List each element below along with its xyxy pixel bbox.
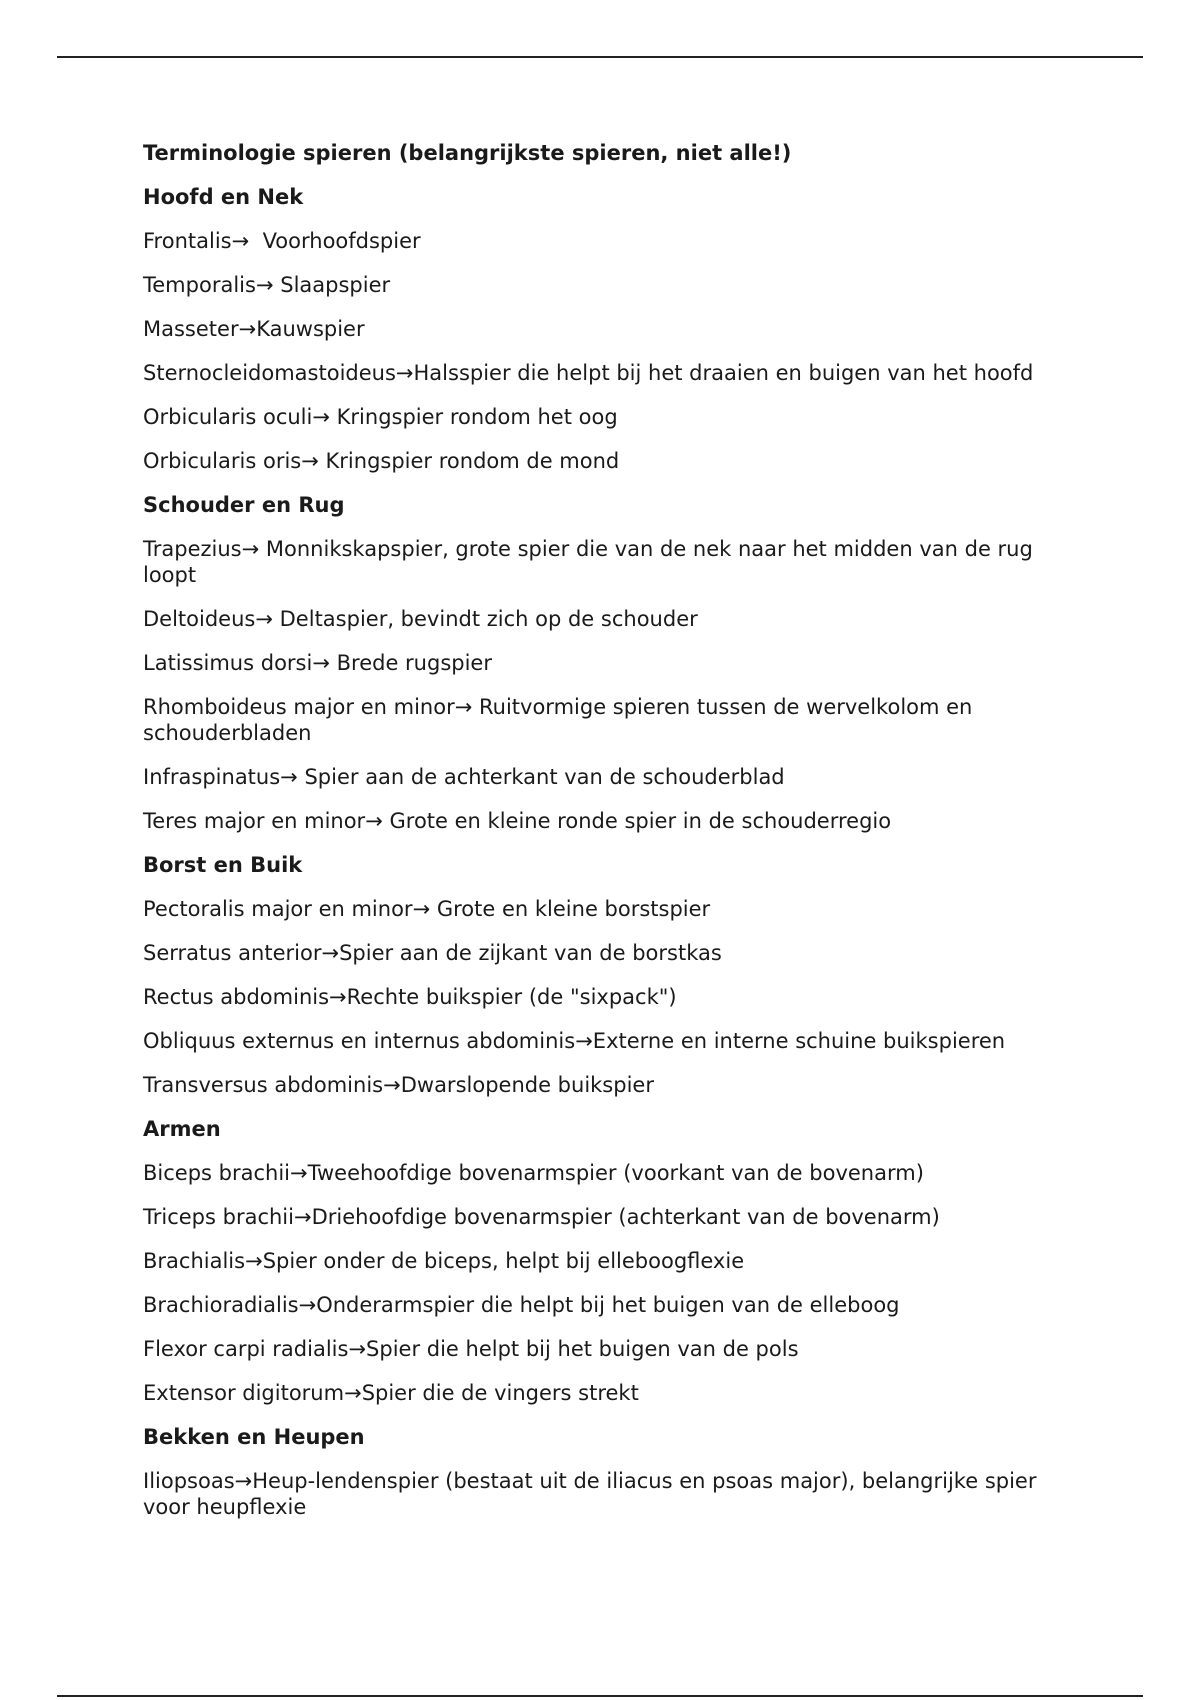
term-name: Iliopsoas: [143, 1469, 235, 1493]
arrow-icon: →: [298, 1293, 317, 1317]
term-name: Pectoralis major en minor: [143, 897, 413, 921]
term-description: Spier aan de zijkant van de borstkas: [339, 941, 722, 965]
term-name: Orbicularis oris: [143, 449, 302, 473]
term-entry: [143, 228, 1063, 254]
arrow-icon: →: [329, 985, 347, 1009]
term-name: Brachioradialis: [143, 1293, 299, 1317]
term-description: Deltaspier, bevindt zich op de schouder: [279, 607, 698, 631]
term-description: Monnikskapspier, grote spier die van de nek naar het midden van de rug loopt: [143, 537, 1033, 587]
term-entry: [143, 940, 1063, 966]
section-heading: Bekken en Heupen: [143, 1425, 365, 1449]
term-name: Teres major en minor: [143, 809, 366, 833]
term-entry: [143, 1160, 1063, 1186]
arrow-icon: →: [348, 1337, 367, 1361]
term-entry: [143, 316, 1063, 342]
term-description: Spier die de vingers strekt: [361, 1381, 639, 1405]
term-separator: [249, 229, 262, 253]
arrow-icon: →: [234, 1469, 253, 1493]
term-description: Ruitvormige spieren tussen de wervelkolom en schouderbladen: [143, 695, 973, 745]
arrow-icon: →: [245, 1249, 263, 1273]
arrow-icon: →: [255, 607, 273, 631]
term-name: Serratus anterior: [143, 941, 322, 965]
term-separator: [319, 449, 326, 473]
arrow-icon: →: [312, 405, 330, 429]
term-entry: [143, 1292, 1063, 1318]
term-description: Rechte buikspier (de "sixpack"): [346, 985, 677, 1009]
term-description: Kringspier rondom het oog: [336, 405, 618, 429]
term-name: Frontalis: [143, 229, 232, 253]
term-description: Spier onder de biceps, helpt bij elleboogflexie: [262, 1249, 745, 1273]
term-description: Spier die helpt bij het buigen van de pols: [366, 1337, 799, 1361]
term-separator: [330, 651, 337, 675]
term-name: Rectus abdominis: [143, 985, 330, 1009]
arrow-icon: →: [365, 809, 383, 833]
document-title: Terminologie spieren (belangrijkste spieren, niet alle!): [143, 141, 792, 165]
term-name: Extensor digitorum: [143, 1381, 345, 1405]
term-name: Brachialis: [143, 1249, 246, 1273]
term-name: Trapezius: [143, 537, 242, 561]
term-name: Biceps brachii: [143, 1161, 291, 1185]
term-name: Sternocleidomastoideus: [143, 361, 396, 385]
term-description: Heup-lendenspier (bestaat uit de iliacus en psoas major), belangrijke spier voor heupflexie: [143, 1469, 1037, 1519]
term-name: Latissimus dorsi: [143, 651, 313, 675]
term-entry: [143, 606, 1063, 632]
term-description: Slaapspier: [280, 273, 391, 297]
footer-rule: [57, 1695, 1143, 1697]
term-entry: [143, 272, 1063, 298]
term-entry: [143, 1468, 1063, 1520]
arrow-icon: →: [575, 1029, 593, 1053]
term-separator: [330, 405, 337, 429]
arrow-icon: →: [383, 1073, 401, 1097]
term-description: Grote en kleine borstspier: [436, 897, 711, 921]
term-description: Kauwspier: [256, 317, 365, 341]
term-entry: [143, 808, 1063, 834]
term-separator: [430, 897, 437, 921]
arrow-icon: →: [454, 695, 473, 719]
section-heading: Hoofd en Nek: [143, 185, 304, 209]
arrow-icon: →: [395, 361, 414, 385]
term-entry: [143, 896, 1063, 922]
term-description: Externe en interne schuine buikspieren: [592, 1029, 1006, 1053]
term-name: Obliquus externus en internus abdominis: [143, 1029, 576, 1053]
arrow-icon: →: [412, 897, 431, 921]
term-entry: [143, 1248, 1063, 1274]
arrow-icon: →: [293, 1205, 312, 1229]
term-name: Infraspinatus: [143, 765, 281, 789]
term-separator: [383, 809, 390, 833]
term-name: Temporalis: [143, 273, 256, 297]
section-heading: Schouder en Rug: [143, 493, 345, 517]
section-heading: Borst en Buik: [143, 853, 303, 877]
term-entry: [143, 448, 1063, 474]
arrow-icon: →: [280, 765, 298, 789]
term-entry: [143, 650, 1063, 676]
term-entry: [143, 1380, 1063, 1406]
term-separator: [273, 607, 280, 631]
term-separator: [259, 537, 266, 561]
term-description: Voorhoofdspier: [262, 229, 421, 253]
term-name: Deltoideus: [143, 607, 256, 631]
arrow-icon: →: [238, 317, 257, 341]
term-description: Tweehoofdige bovenarmspier (voorkant van de bovenarm): [307, 1161, 924, 1185]
arrow-icon: →: [290, 1161, 308, 1185]
arrow-icon: →: [344, 1381, 362, 1405]
term-entry: [143, 984, 1063, 1010]
term-description: Driehoofdige bovenarmspier (achterkant van de bovenarm): [311, 1205, 940, 1229]
term-entry: [143, 694, 1063, 746]
term-entry: [143, 360, 1063, 386]
arrow-icon: →: [231, 229, 250, 253]
term-description: Dwarslopende buikspier: [400, 1073, 654, 1097]
term-description: Grote en kleine ronde spier in de schouderregio: [389, 809, 892, 833]
arrow-icon: →: [312, 651, 330, 675]
arrow-icon: →: [301, 449, 319, 473]
section-heading: Armen: [143, 1117, 221, 1141]
document-body: [143, 140, 1063, 1538]
term-description: Halsspier die helpt bij het draaien en buigen van het hoofd: [413, 361, 1034, 385]
term-separator: [472, 695, 479, 719]
sections-container: [143, 184, 1063, 1520]
term-name: Masseter: [143, 317, 239, 341]
term-entry: [143, 764, 1063, 790]
term-description: Spier aan de achterkant van de schouderblad: [304, 765, 785, 789]
header-rule: [57, 56, 1143, 58]
term-entry: [143, 1204, 1063, 1230]
term-name: Flexor carpi radialis: [143, 1337, 349, 1361]
term-description: Kringspier rondom de mond: [325, 449, 620, 473]
term-entry: [143, 536, 1063, 588]
arrow-icon: →: [241, 537, 260, 561]
term-name: Orbicularis oculi: [143, 405, 313, 429]
term-entry: [143, 1336, 1063, 1362]
term-name: Transversus abdominis: [143, 1073, 384, 1097]
term-name: Triceps brachii: [143, 1205, 294, 1229]
arrow-icon: →: [255, 273, 274, 297]
term-description: Brede rugspier: [336, 651, 492, 675]
arrow-icon: →: [321, 941, 340, 965]
term-entry: [143, 404, 1063, 430]
term-description: Onderarmspier die helpt bij het buigen van de elleboog: [316, 1293, 900, 1317]
term-entry: [143, 1028, 1063, 1054]
term-entry: [143, 1072, 1063, 1098]
term-name: Rhomboideus major en minor: [143, 695, 455, 719]
